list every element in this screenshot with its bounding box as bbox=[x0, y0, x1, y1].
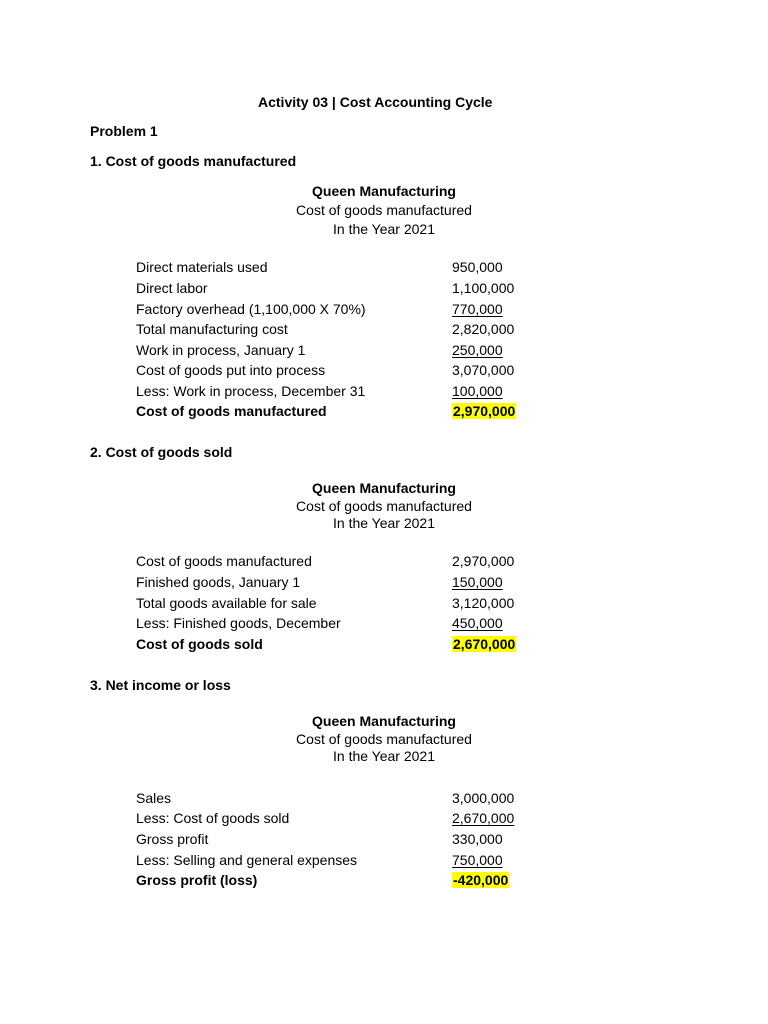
row-value: 3,000,000 bbox=[452, 790, 515, 806]
row-label: Total goods available for sale bbox=[136, 595, 317, 611]
section-heading: 1. Cost of goods manufactured bbox=[90, 153, 297, 169]
row-value: 250,000 bbox=[452, 342, 503, 358]
document-title: Activity 03 | Cost Accounting Cycle bbox=[258, 94, 493, 110]
row-label: Sales bbox=[136, 790, 172, 806]
total-value bbox=[452, 403, 516, 419]
row-value: 100,000 bbox=[452, 383, 503, 399]
row-value: 770,000 bbox=[452, 301, 503, 317]
row-label: Less: Work in process, December 31 bbox=[136, 383, 366, 399]
total-value bbox=[452, 872, 509, 888]
row-label: Less: Finished goods, December bbox=[136, 615, 341, 631]
row-label: Less: Cost of goods sold bbox=[136, 810, 290, 826]
row-value: 750,000 bbox=[452, 852, 503, 868]
row-value: 450,000 bbox=[452, 615, 503, 631]
row-label: Cost of goods manufactured bbox=[136, 553, 312, 569]
highlighted-total: 2,670,000 bbox=[453, 636, 516, 652]
total-label: Cost of goods manufactured bbox=[136, 403, 327, 419]
statement-name: Cost of goods manufactured bbox=[296, 202, 472, 218]
statement-period: In the Year 2021 bbox=[333, 515, 435, 531]
row-label: Less: Selling and general expenses bbox=[136, 852, 358, 868]
statement-name: Cost of goods manufactured bbox=[296, 731, 472, 747]
statement-period: In the Year 2021 bbox=[333, 748, 435, 764]
row-value: 950,000 bbox=[452, 259, 503, 275]
row-value: 2,820,000 bbox=[452, 321, 515, 337]
row-value: 3,120,000 bbox=[452, 595, 515, 611]
total-value bbox=[452, 636, 516, 652]
total-label: Gross profit (loss) bbox=[136, 872, 258, 888]
row-value: 2,970,000 bbox=[452, 553, 515, 569]
section-heading: 2. Cost of goods sold bbox=[90, 444, 233, 460]
row-label: Total manufacturing cost bbox=[136, 321, 288, 337]
row-value: 330,000 bbox=[452, 831, 503, 847]
problem-label: Problem 1 bbox=[90, 123, 158, 139]
total-label: Cost of goods sold bbox=[136, 636, 263, 652]
row-label: Direct labor bbox=[136, 280, 208, 296]
row-label: Factory overhead (1,100,000 X 70%) bbox=[136, 301, 366, 317]
row-label: Cost of goods put into process bbox=[136, 362, 326, 378]
row-value: 1,100,000 bbox=[452, 280, 515, 296]
row-label: Gross profit bbox=[136, 831, 209, 847]
row-label: Finished goods, January 1 bbox=[136, 574, 301, 590]
company-name: Queen Manufacturing bbox=[312, 713, 456, 729]
row-value: 3,070,000 bbox=[452, 362, 515, 378]
row-label: Work in process, January 1 bbox=[136, 342, 306, 358]
row-value: 2,670,000 bbox=[452, 810, 515, 826]
highlighted-total: 2,970,000 bbox=[453, 403, 516, 419]
highlighted-total: -420,000 bbox=[453, 872, 509, 888]
statement-period: In the Year 2021 bbox=[333, 221, 435, 237]
company-name: Queen Manufacturing bbox=[312, 480, 456, 496]
row-label: Direct materials used bbox=[136, 259, 268, 275]
section-heading: 3. Net income or loss bbox=[90, 677, 231, 693]
statement-name: Cost of goods manufactured bbox=[296, 498, 472, 514]
company-name: Queen Manufacturing bbox=[312, 183, 456, 199]
row-value: 150,000 bbox=[452, 574, 503, 590]
